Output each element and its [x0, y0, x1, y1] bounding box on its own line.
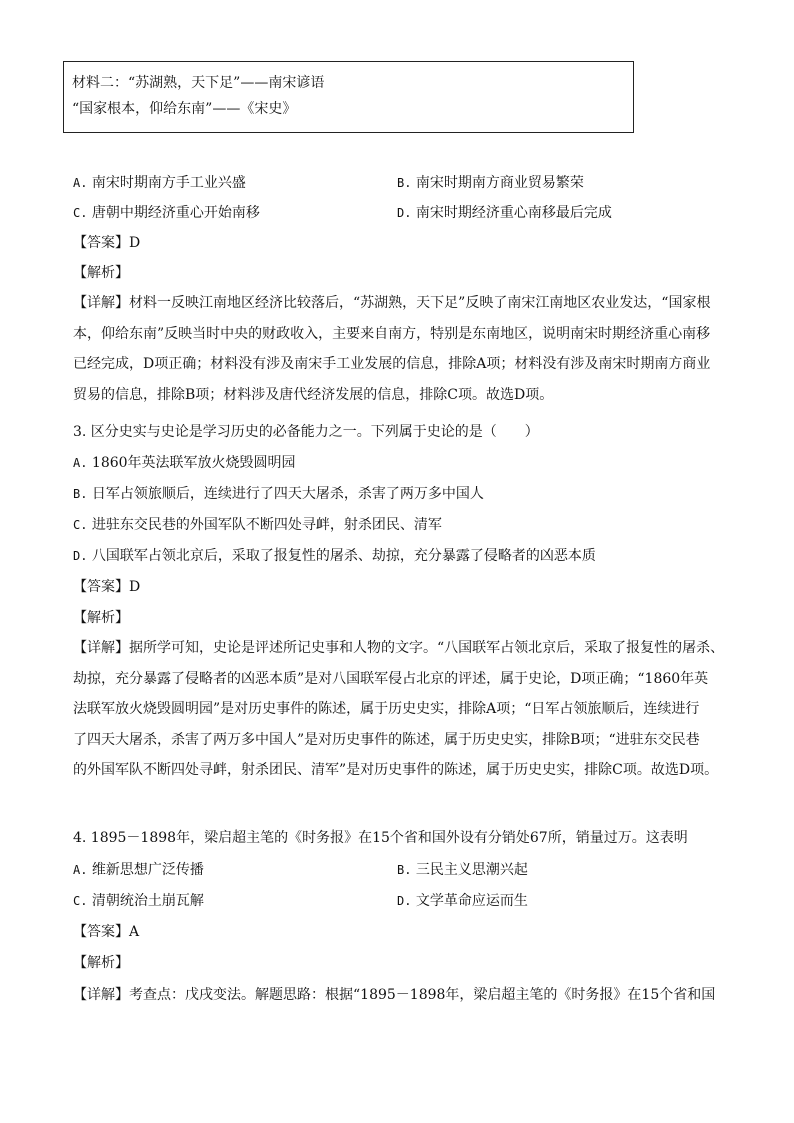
q4-option-a: [73, 860, 204, 880]
q2-option-a: [73, 173, 246, 193]
detail-line: 【详解】材料一反映江南地区经济比较落后，“苏湖熟，天下足”反映了南宋江南地区农业发达，“国家根: [73, 295, 711, 311]
option-letter: C.: [73, 518, 88, 532]
option-text: 日军占领旅顺后，连续进行了四天大屠杀，杀害了两万多中国人: [91, 486, 484, 502]
option-text: 南宋时期南方手工业兴盛: [91, 175, 246, 191]
material-line-1: 材料二：“苏湖熟，天下足”——南宋谚语: [72, 75, 325, 91]
detail-line: 已经完成，D项正确；材料没有涉及南宋手工业发展的信息，排除A项；材料没有涉及南宋时期南方商业: [73, 356, 711, 372]
option-letter: A.: [73, 176, 88, 190]
option-letter: D.: [73, 549, 88, 563]
option-letter: B.: [397, 863, 412, 877]
q2-option-d: [397, 203, 612, 223]
option-letter: D.: [397, 894, 412, 908]
detail-line: 贸易的信息，排除B项；材料涉及唐代经济发展的信息，排除C项。故选D项。: [73, 386, 554, 403]
detail-line: 了四天大屠杀，杀害了两万多中国人”是对历史事件的陈述，属于历史史实，排除B项；“进驻东交民巷: [73, 731, 700, 748]
q2-option-c: [73, 203, 260, 223]
option-text: 1860年英法联军放火烧毁圆明园: [91, 455, 296, 471]
option-letter: D.: [397, 206, 412, 220]
option-text: 维新思想广泛传播: [91, 862, 204, 878]
detail-line: 【详解】据所学可知，史论是评述所记史事和人物的文字。“八国联军占领北京后，采取了报复性的屠杀、: [73, 640, 725, 656]
q4-stem: 4. 1895－1898年，梁启超主笔的《时务报》在15个省和国外设有分销处67所，销量过万。这表明: [73, 830, 688, 846]
option-letter: C.: [73, 894, 88, 908]
q2-option-b: [397, 173, 584, 193]
q3-analysis-label: 【解析】: [73, 610, 129, 626]
q4-analysis-label: 【解析】: [73, 955, 129, 971]
q3-option-b: [73, 484, 484, 504]
option-letter: A.: [73, 863, 88, 877]
material-box: [63, 61, 634, 133]
q3-stem: 3. 区分史实与史论是学习历史的必备能力之一。下列属于史论的是（ ）: [73, 424, 539, 440]
q3-option-d: [73, 546, 596, 566]
q4-answer: 【答案】A: [73, 924, 140, 940]
q3-option-a: [73, 453, 296, 473]
option-letter: B.: [397, 176, 412, 190]
option-text: 八国联军占领北京后，采取了报复性的屠杀、劫掠，充分暴露了侵略者的凶恶本质: [91, 548, 596, 564]
option-text: 进驻东交民巷的外国军队不断四处寻衅，射杀团民、清军: [91, 517, 442, 533]
option-letter: A.: [73, 456, 88, 470]
option-text: 清朝统治土崩瓦解: [91, 893, 204, 909]
q2-analysis-label: 【解析】: [73, 265, 129, 281]
option-text: 南宋时期经济重心南移最后完成: [415, 205, 612, 221]
option-text: 文学革命应运而生: [415, 893, 528, 909]
q3-option-c: [73, 515, 442, 535]
q2-answer: 【答案】D: [73, 235, 141, 251]
q4-option-d: [397, 891, 528, 911]
option-text: 三民主义思潮兴起: [415, 862, 528, 878]
option-text: 南宋时期南方商业贸易繁荣: [415, 175, 584, 191]
q4-detail-line: 【详解】考查点：戊戌变法。解题思路：根据“1895－1898年，梁启超主笔的《时务报》在15个省和国: [73, 987, 716, 1003]
q4-option-c: [73, 891, 204, 911]
material-line-2: “国家根本，仰给东南”——《宋史》: [72, 101, 297, 117]
q3-detail: [73, 633, 737, 786]
option-text: 唐朝中期经济重心开始南移: [91, 205, 260, 221]
detail-line: 劫掠，充分暴露了侵略者的凶恶本质”是对八国联军侵占北京的评述，属于史论，D项正确；“1860年英: [73, 670, 709, 687]
q3-answer: 【答案】D: [73, 579, 141, 595]
detail-line: 本，仰给东南”反映当时中央的财政收入，主要来自南方，特别是东南地区，说明南宋时期经济重心南移: [73, 325, 711, 342]
q4-option-b: [397, 860, 528, 880]
option-letter: B.: [73, 487, 88, 501]
detail-line: 的外国军队不断四处寻衅，射杀团民、清军”是对历史事件的陈述，属于历史史实，排除C项。故选D项。: [73, 762, 719, 778]
q2-detail: [73, 288, 737, 410]
detail-line: 法联军放火烧毁圆明园”是对历史事件的陈述，属于历史史实，排除A项；“日军占领旅顺后，连续进行: [73, 701, 700, 717]
option-letter: C.: [73, 206, 88, 220]
